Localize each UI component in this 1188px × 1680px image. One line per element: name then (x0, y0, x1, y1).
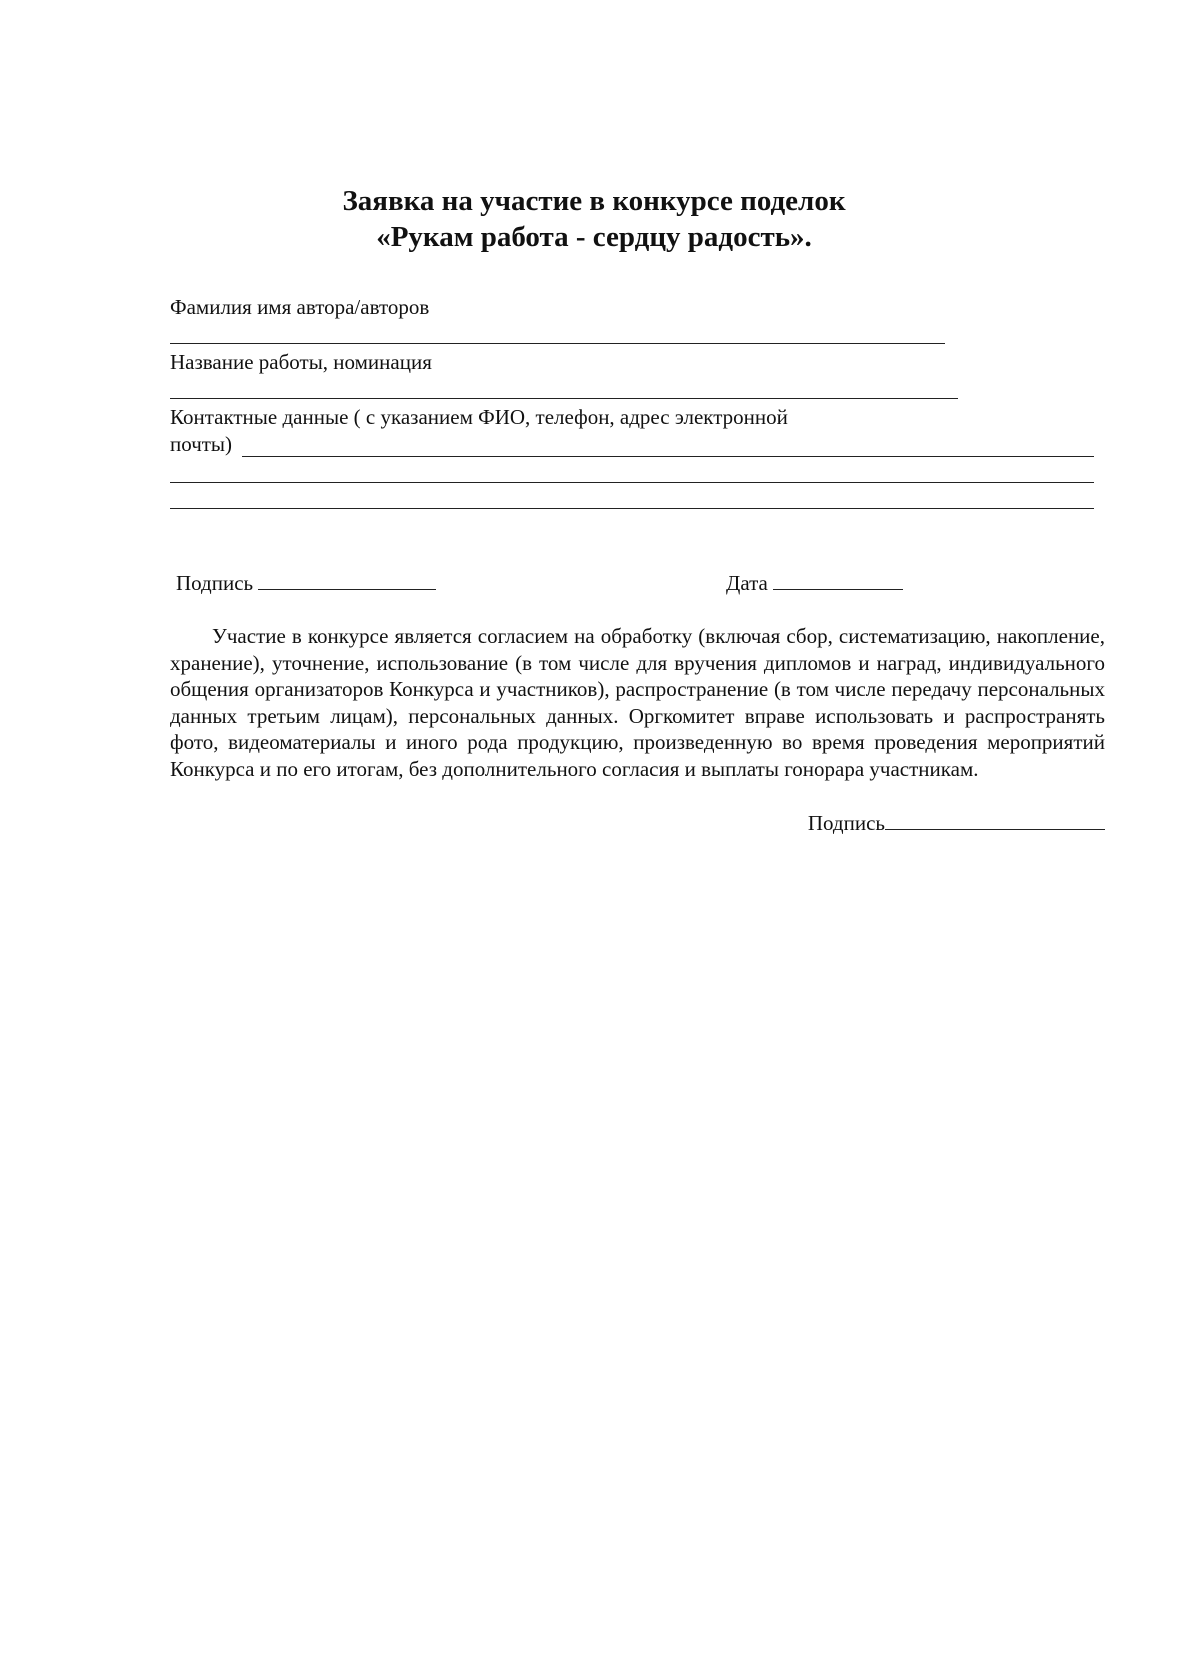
contacts-input-line-1[interactable] (242, 456, 1094, 457)
contacts-input-line-3[interactable] (170, 508, 1094, 509)
signature-label: Подпись (176, 571, 254, 595)
date-label: Дата (726, 571, 768, 595)
work-title-label: Название работы, номинация (170, 350, 432, 374)
authors-label: Фамилия имя автора/авторов (170, 295, 430, 319)
consent-paragraph: Участие в конкурсе является согласием на обработку (включая сбор, систематизацию, накопление, хранение), уточнение, использование (в том числе для вручения дипломов и наград, индивидуального общения организаторов Конкурса и участников), распространение (в том числе передачу персональных данных третьим лицам), персональных данных. Оргкомитет вправе использовать и распространять фото, видеоматериалы и иного рода продукцию, произведенную во время проведения мероприятий Конкурса и по его итогам, без дополнительного согласия и выплаты гонорара участникам. (170, 624, 1105, 781)
contacts-label-line-1: Контактные данные ( с указанием ФИО, телефон, адрес электронной (170, 405, 788, 429)
consent-signature-input-line[interactable] (885, 811, 1105, 830)
work-title-input-line[interactable] (170, 398, 958, 399)
date-input-line[interactable] (773, 571, 903, 590)
contacts-input-line-2[interactable] (170, 482, 1094, 483)
contacts-label-line-2: почты) (170, 432, 233, 456)
consent-signature-field (808, 810, 1105, 836)
form-title-line-1: Заявка на участие в конкурсе поделок (342, 185, 846, 217)
authors-input-line[interactable] (170, 343, 945, 344)
form-title-line-2: «Рукам работа - сердцу радость». (376, 221, 812, 253)
date-field (726, 570, 903, 596)
signature-field (176, 570, 436, 596)
consent-signature-label: Подпись (807, 811, 885, 835)
signature-input-line[interactable] (258, 571, 436, 590)
